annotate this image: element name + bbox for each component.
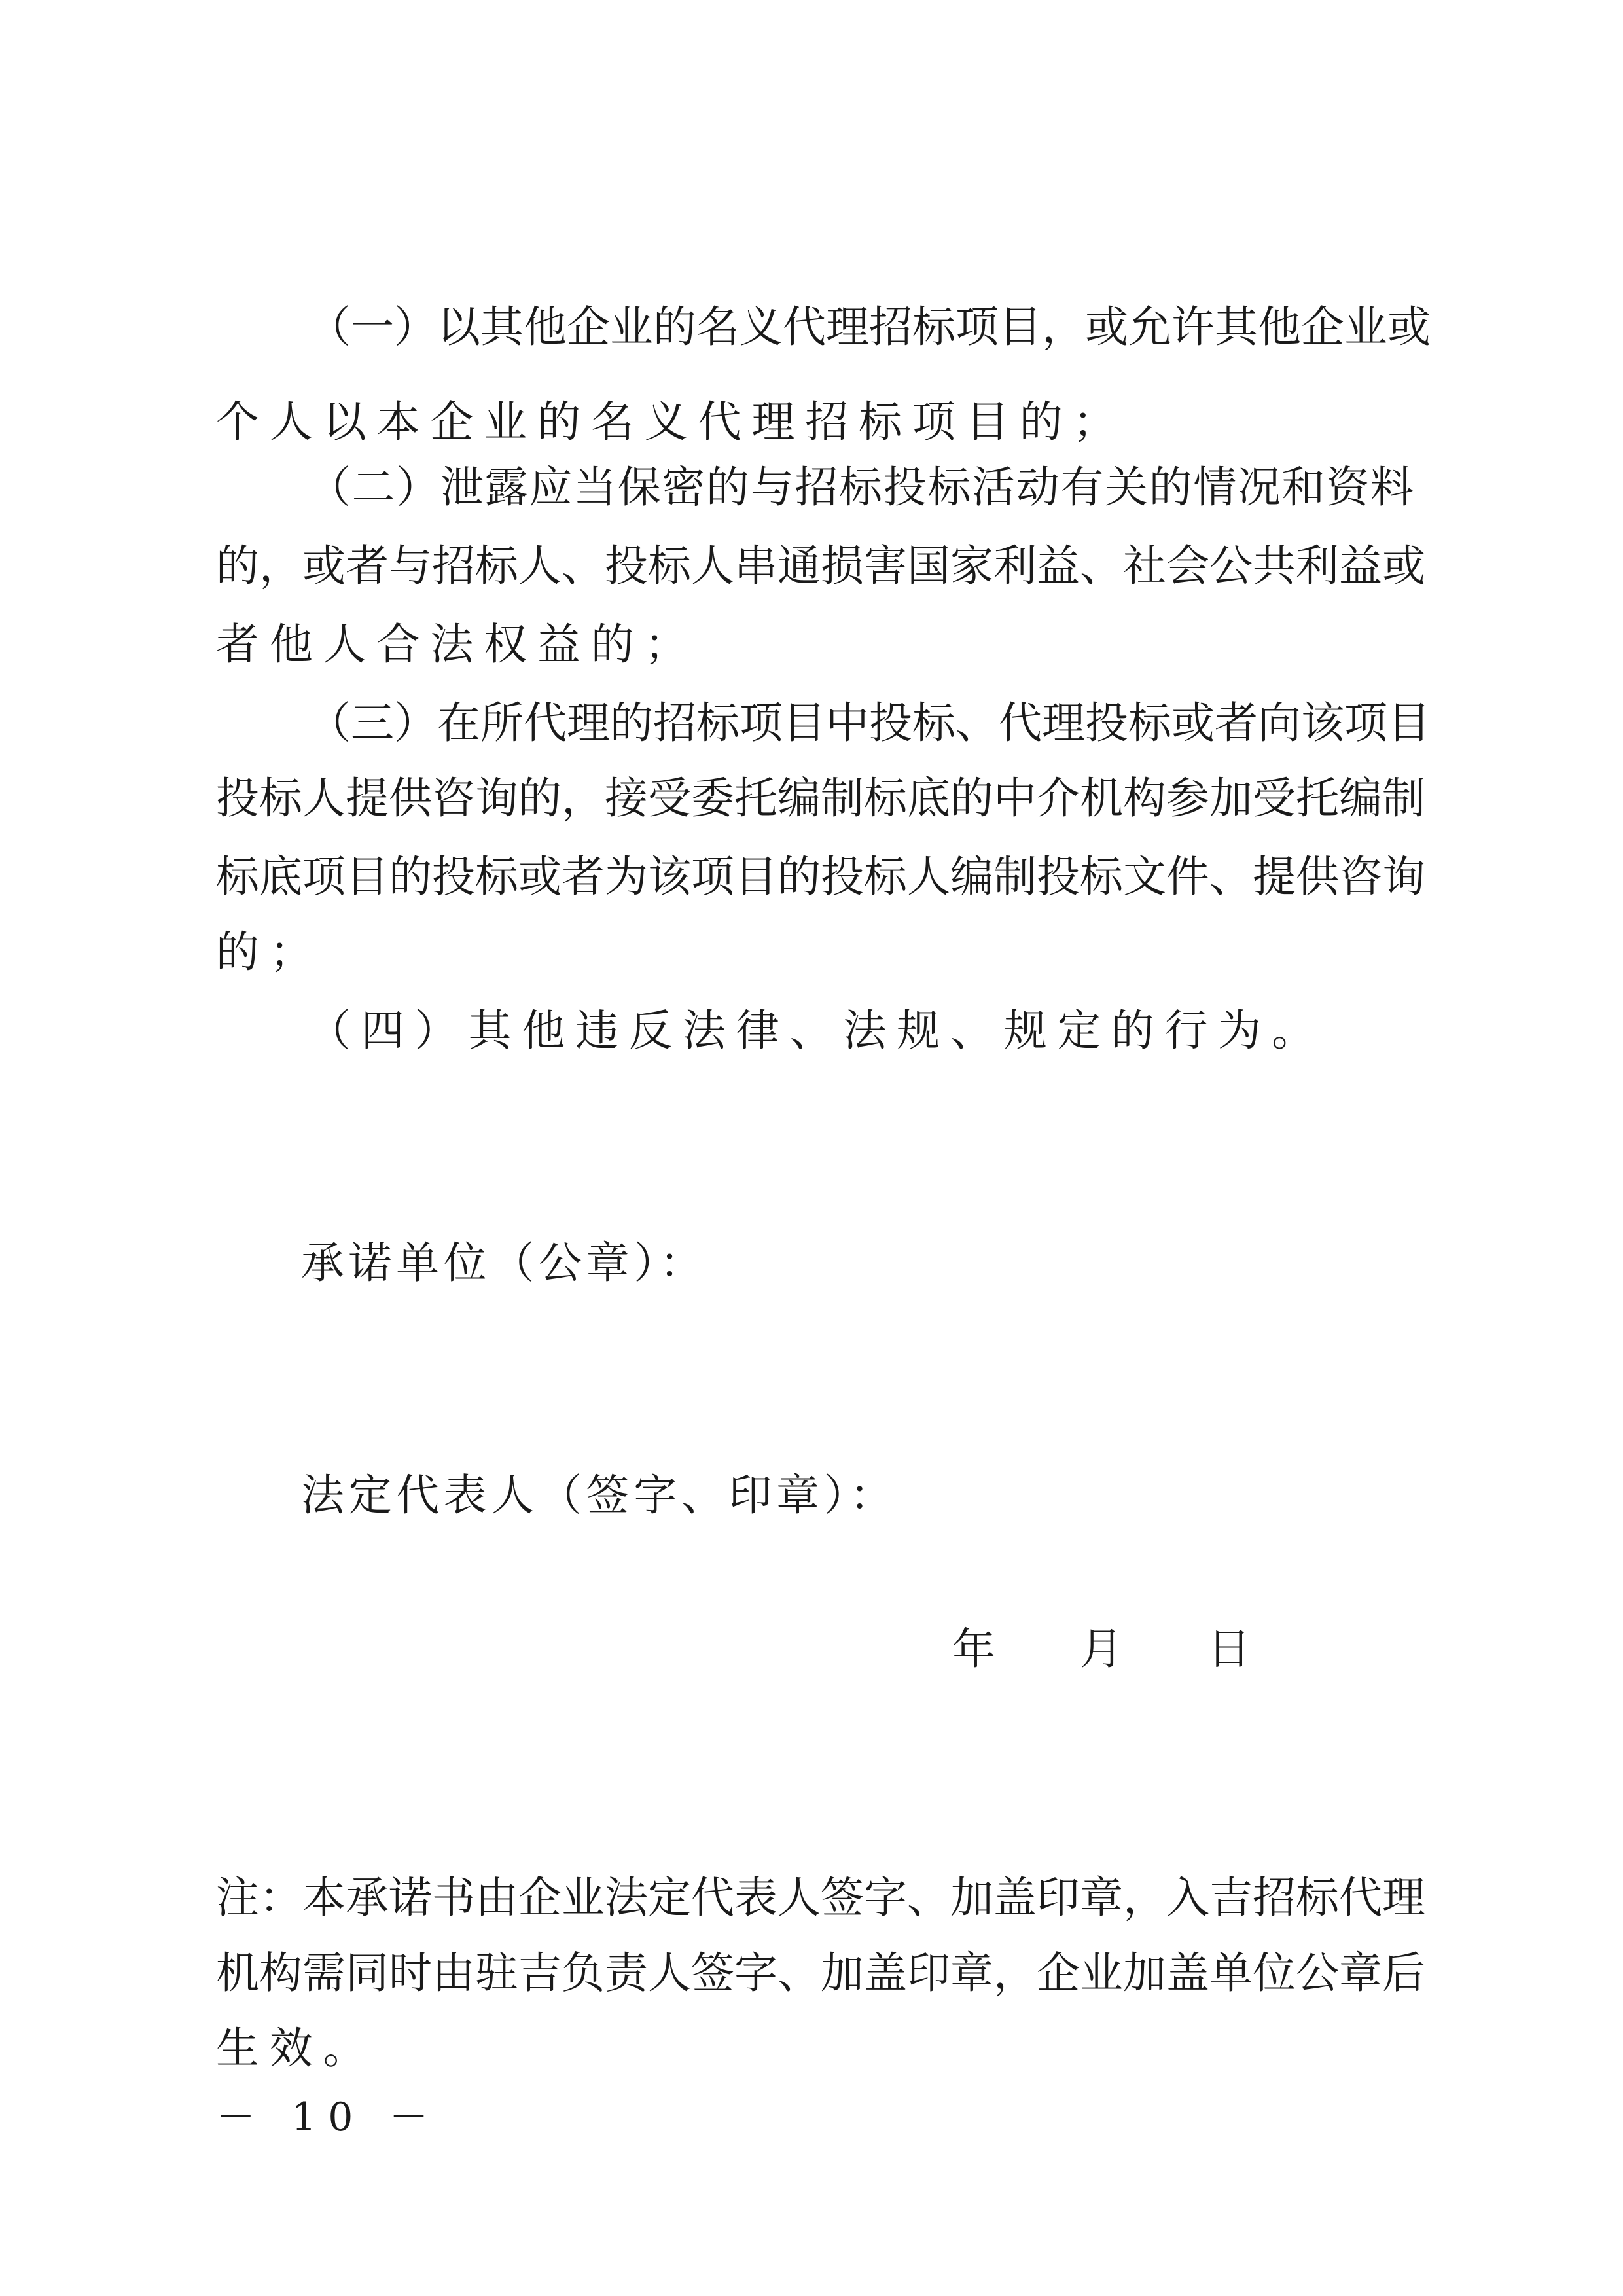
clause-1-line-2: 个人以本企业的名义代理招标项目的；: [216, 397, 1127, 447]
clause-2-line-3: 者他人合法权益的；: [216, 619, 698, 670]
legal-representative-label: 法定代表人（签字、印章）：: [301, 1470, 897, 1520]
page-number: － 10 －: [216, 2094, 440, 2140]
clause-2-line-1: （二）泄露应当保密的与招标投标活动有关的情况和资料: [308, 462, 1414, 512]
commitment-unit-label: 承诺单位（公章）：: [301, 1238, 707, 1288]
clause-3-line-2: 投标人提供咨询的，接受委托编制标底的中介机构参加受托编制: [216, 773, 1425, 823]
clause-3-line-4: 的；: [216, 927, 323, 977]
clause-3-line-3: 标底项目的投标或者为该项目的投标人编制投标文件、提供咨询: [216, 852, 1425, 902]
clause-2-line-2: 的，或者与招标人、投标人串通损害国家利益、社会公共利益或: [216, 541, 1425, 591]
clause-1-line-1: （一）以其他企业的名义代理招标项目，或允许其他企业或: [308, 302, 1431, 352]
note-line-1: 注：本承诺书由企业法定代表人签字、加盖印章，入吉招标代理: [216, 1873, 1425, 1923]
note-line-2: 机构需同时由驻吉负责人签字、加盖印章，企业加盖单位公章后: [216, 1948, 1425, 1998]
date-month-label: 月: [1080, 1624, 1123, 1674]
date-year-label: 年: [952, 1624, 995, 1674]
date-day-label: 日: [1207, 1624, 1251, 1674]
clause-3-line-1: （三）在所代理的招标项目中投标、代理投标或者向该项目: [308, 698, 1431, 748]
clause-4-line-1: （四）其他违反法律、法规、规定的行为。: [308, 1005, 1325, 1056]
note-line-3: 生效。: [216, 2023, 377, 2073]
